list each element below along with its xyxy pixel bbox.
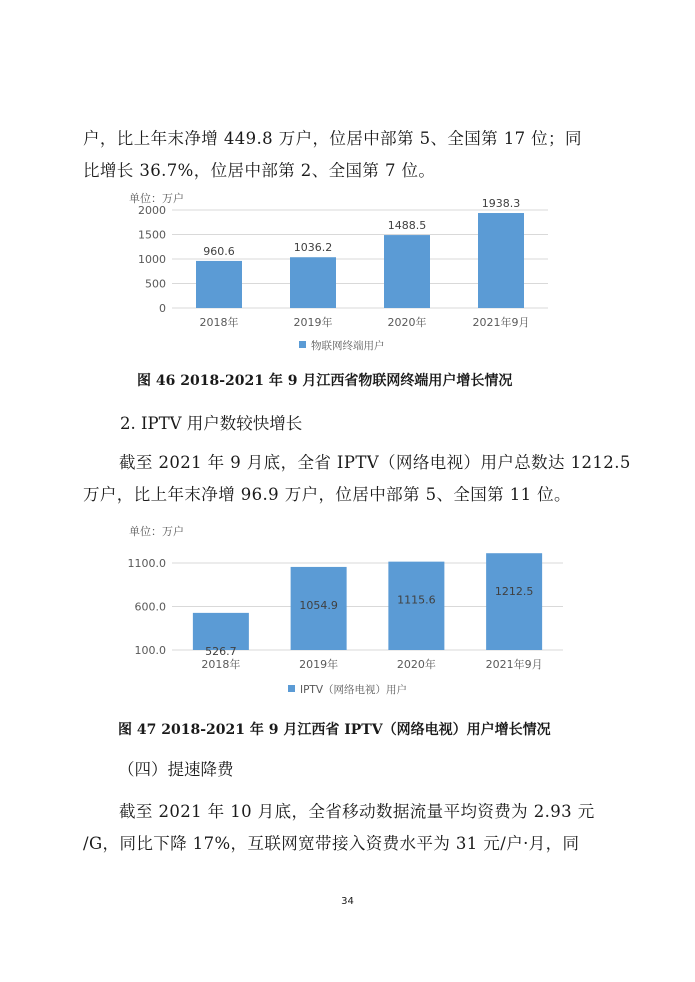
data-label: 1212.5: [494, 585, 534, 599]
paragraph-line: 截至 2021 年 10 月底，全省移动数据流量平均资费为 2.93 元: [119, 802, 595, 821]
x-tick-label: 2020年: [396, 658, 436, 671]
data-label: 1054.9: [299, 598, 338, 612]
paragraph-3: [83, 796, 613, 860]
data-label: 960.6: [203, 244, 235, 258]
bar: [384, 235, 430, 308]
x-tick-label: 2018年: [199, 316, 239, 329]
data-label: 1115.6: [397, 593, 436, 607]
chart-iot-users-svg: [0, 188, 695, 363]
data-label: 526.7: [205, 644, 237, 658]
legend-swatch: [299, 341, 306, 348]
unit-label: 单位：万户: [129, 525, 184, 538]
chart-iptv-users: [0, 518, 695, 703]
paragraph-2: [83, 447, 631, 511]
paragraph-line: 万户，比上年末净增 96.9 万户，位居中部第 5、全国第 11 位。: [83, 485, 571, 504]
legend: [288, 683, 407, 696]
data-label: 1036.2: [293, 241, 333, 255]
y-tick-label: 0: [159, 302, 166, 315]
figure-47-caption: 图 47 2018-2021 年 9 月江西省 IPTV（网络电视）用户增长情况: [118, 722, 551, 738]
x-tick-label: 2021年9月: [485, 658, 543, 671]
x-tick-label: 2020年: [387, 316, 427, 329]
unit-label: 单位：万户: [129, 192, 184, 205]
x-tick-label: 2019年: [299, 658, 339, 671]
x-tick-label: 2021年9月: [472, 316, 530, 329]
y-tick-label: 1000: [138, 253, 166, 266]
data-label: 1938.3: [481, 197, 521, 211]
x-tick-label: 2019年: [293, 316, 333, 329]
y-tick-label: 1500: [138, 228, 166, 242]
chart-iot-users: [0, 188, 695, 363]
y-tick-label: 100.0: [134, 644, 166, 657]
data-label: 1488.5: [387, 219, 427, 233]
legend-label: IPTV（网络电视）用户: [300, 684, 408, 696]
y-tick-label: 600.0: [134, 600, 166, 614]
paragraph-line: /G，同比下降 17%，互联网宽带接入资费水平为 31 元/户·月，同: [83, 834, 580, 853]
page-number: 34: [341, 896, 354, 907]
paragraph-line: 截至 2021 年 9 月底，全省 IPTV（网络电视）用户总数达 1212.5: [119, 453, 631, 472]
bar: [478, 213, 524, 308]
paragraph-line: 比增长 36.7%，位居中部第 2、全国第 7 位。: [83, 161, 436, 180]
figure-46-caption: 图 46 2018-2021 年 9 月江西省物联网终端用户增长情况: [137, 373, 513, 389]
paragraph-line: 户，比上年末净增 449.8 万户，位居中部第 5、全国第 17 位；同: [83, 129, 582, 148]
section-heading-iptv: 2. IPTV 用户数较快增长: [120, 414, 303, 433]
section-heading-speedup: （四）提速降费: [118, 760, 234, 779]
y-tick-label: 2000: [138, 204, 166, 217]
legend: [299, 339, 385, 352]
y-tick-label: 1100.0: [127, 557, 166, 570]
legend-swatch: [288, 685, 295, 692]
chart-iptv-users-svg: [0, 518, 695, 703]
legend-label: 物联网终端用户: [311, 340, 385, 352]
x-tick-label: 2018年: [201, 658, 241, 671]
y-tick-label: 500: [145, 277, 166, 291]
paragraph-1: [83, 123, 613, 187]
bar: [290, 257, 336, 308]
bar: [486, 553, 542, 650]
bar: [196, 261, 242, 308]
